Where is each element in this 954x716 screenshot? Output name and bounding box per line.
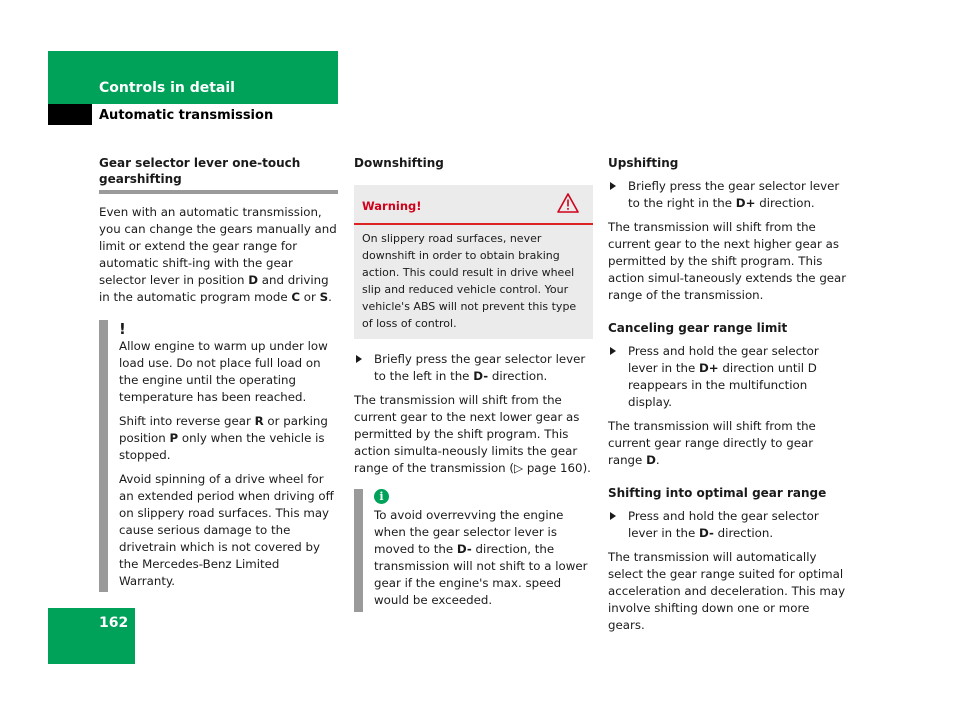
downshift-paragraph: The transmission will shift from the current gear to the next lower gear as permitted by the shift program. This action simulta-neously limits the gear range of the transmission (▷ page 160). [354,393,591,475]
column-3 [608,155,848,634]
heading-downshifting: Downshifting [354,156,444,170]
info-icon: i [374,489,389,504]
warning-label: Warning! [362,199,422,213]
cancel-step: Press and hold the gear selector lever in the D+ direction until D reappears in the multifunction display. [608,343,848,411]
section-title: Controls in detail [99,80,235,96]
note-bar [354,489,363,612]
exclamation-icon: ! [119,320,126,338]
subsection-title: Automatic transmission [99,108,274,123]
caution-note [99,320,339,592]
optimal-paragraph: The transmission will automatically select the gear range suited for optimal acceleration and deceleration. This may involve shifting down one or more gears. [608,550,846,632]
warning-triangle-icon [557,193,579,213]
upshift-paragraph: The transmission will shift from the current gear to the next higher gear as permitted by the shift program. This action simul-taneously extends the gear range of the transmission. [608,220,847,302]
downshift-step: Briefly press the gear selector lever to the left in the D- direction. [354,351,594,385]
heading-upshifting: Upshifting [608,156,679,170]
display-symbol: D [807,361,817,375]
heading-optimal: Shifting into optimal gear range [608,486,827,500]
note-text-3: Avoid spinning of a drive wheel for an extended period when driving off on slippery road surfaces. This may cause serious damage to the drivetrain which is not covered by the Mercedes-Benz Limited Warranty. [119,472,334,588]
upshift-step: Briefly press the gear selector lever to the right in the D+ direction. [608,178,848,212]
optimal-step: Press and hold the gear selector lever in the D- direction. [608,508,848,542]
info-text: To avoid overrevving the engine when the gear selector lever is moved to the D- direction, the transmission will not shift to a lower gear if the engine's max. speed would be exceeded. [374,508,588,607]
warning-header [354,185,593,225]
triangle-bullet-icon [610,182,616,190]
page-reference: ▷ page 160 [514,461,583,475]
heading-one-touch: Gear selector lever one-touch gearshifting [99,156,301,186]
note-text-1: Allow engine to warm up under low load use. Do not place full load on the engine until the operating temperature has been reached. [119,339,328,404]
heading-canceling: Canceling gear range limit [608,321,788,335]
triangle-bullet-icon [610,512,616,520]
page-number: 162 [99,615,129,631]
triangle-bullet-icon [610,347,616,355]
triangle-bullet-icon [356,355,362,363]
heading-rule [99,190,338,194]
note-text-2: Shift into reverse gear R or parking position P only when the vehicle is stopped. [119,414,328,462]
column-1 [99,155,339,592]
header-black-tab [48,104,92,125]
note-bar [99,320,108,592]
warning-text: On slippery road surfaces, never downshift in order to obtain braking action. This could result in drive wheel slip and reduced vehicle control. Your vehicle's ABS will not prevent this type of loss of control. [362,232,577,330]
intro-paragraph: Even with an automatic transmission, you can change the gears manually and limit or extend the gear range for automatic shift-ing with the gear selector lever in position D and driving in the automatic program mode C or S. [99,205,337,304]
cancel-paragraph: The transmission will shift from the current gear range directly to gear range D. [608,419,816,467]
warning-box [354,185,593,339]
info-note [354,489,594,612]
column-2 [354,155,594,612]
